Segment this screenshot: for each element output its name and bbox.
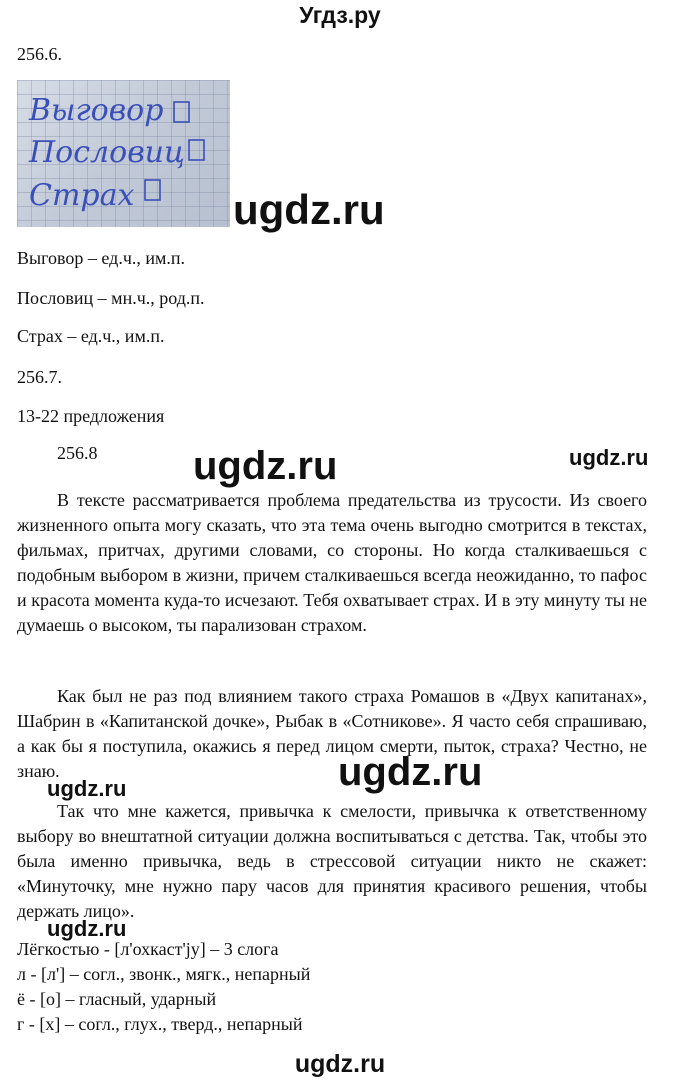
handwritten-word-1: Выговор [29, 93, 164, 128]
handwritten-box-3 [145, 180, 160, 200]
handwriting-drawing [17, 80, 230, 227]
essay-paragraph-2: Как был не раз под влиянием такого страха Ромашов в «Двух капитанах», Шабрин в «Капитанской дочке», Рыбак в «Сотникове». Я часто себя спрашиваю, а как бы я поступила, окажись я перед лицом смерти, пыток, страха? Честно, не знаю. [17, 686, 647, 781]
essay-paragraph-3: Так что мне кажется, привычка к смелости, привычка к ответственному выбору во внештатной ситуации должна воспитываться с детства. Так, чтобы это была именно привычка, ведь в стрессовой ситуации никто не скажет: «Минуточку, мне нужно пару часов для принятия красивого решения, чтобы держать лицо». [17, 801, 647, 921]
handwritten-box-1 [174, 102, 189, 122]
answer-line-3: Страх – ед.ч., им.п. [17, 326, 165, 346]
sentence-count: 13-22 предложения [17, 406, 165, 426]
answer-line-2: Пословиц – мн.ч., род.п. [17, 288, 205, 308]
watermark-1: ugdz.ru [233, 186, 385, 233]
handwritten-box-2 [189, 140, 204, 160]
watermark-2: ugdz.ru [193, 444, 338, 488]
phonetics-line-3: ё - [о] – гласный, ударный [17, 989, 217, 1009]
footer-watermark: ugdz.ru [294, 1050, 386, 1078]
watermark-3: ugdz.ru [569, 445, 649, 470]
watermark-6: ugdz.ru [47, 916, 127, 941]
phonetics-line-1: Лёгкостью - [л'охкаст'ју] – 3 слога [17, 939, 279, 959]
phonetics-line-4: г - [х] – согл., глух., тверд., непарный [17, 1014, 303, 1034]
exercise-label-256-8: 256.8 [57, 443, 98, 463]
handwritten-word-2: Пословиц [29, 135, 185, 170]
handwritten-notebook-photo [17, 80, 230, 227]
watermark-5: ugdz.ru [47, 776, 127, 801]
handwritten-word-3: Страх [29, 178, 135, 213]
watermark-4: ugdz.ru [338, 750, 483, 794]
exercise-label-256-7: 256.7. [17, 367, 62, 387]
site-header: Угдз.ру [299, 2, 381, 28]
answer-line-1: Выговор – ед.ч., им.п. [17, 248, 186, 268]
essay-paragraph-1: В тексте рассматривается проблема предательства из трусости. Из своего жизненного опыта могу сказать, что эта тема очень выгодно смотрится в текстах, фильмах, притчах, другими словами, со стороны. Но когда сталкиваешься с подобным выбором в жизни, причем сталкиваешься всегда неожиданно, то пафос и красота момента куда-то исчезают. Тебя охватывает страх. И в эту минуту ты не думаешь о высоком, ты парализован страхом. [17, 490, 647, 635]
phonetics-line-2: л - [л'] – согл., звонк., мягк., непарный [17, 964, 311, 984]
exercise-label-256-6: 256.6. [17, 44, 62, 64]
